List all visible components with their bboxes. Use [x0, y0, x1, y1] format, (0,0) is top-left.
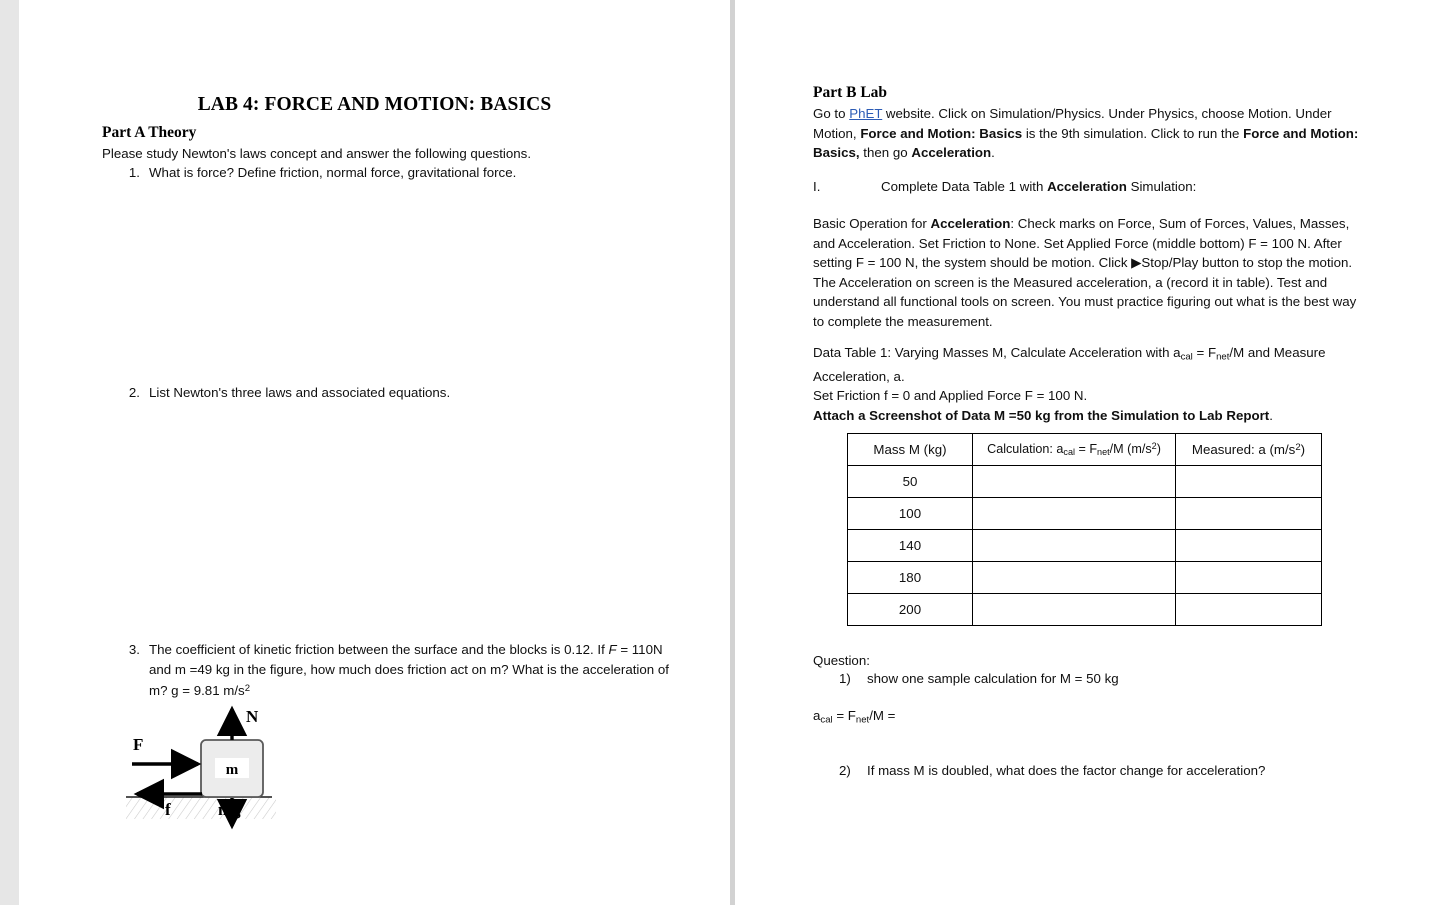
- calc-h-sup: 2: [1151, 441, 1157, 452]
- data-table-description: [813, 343, 1368, 425]
- cell-mass: 140: [848, 530, 973, 562]
- question-number: 1.: [128, 165, 140, 180]
- table-body: [848, 466, 1322, 626]
- dt-sub-net: net: [1216, 351, 1230, 363]
- question-number: 3.: [128, 642, 140, 657]
- meas-h-sup: 2: [1295, 441, 1301, 453]
- meas-h-2: ): [1300, 442, 1306, 457]
- cell-measured[interactable]: [1176, 466, 1322, 498]
- left-margin-shade: [0, 0, 19, 905]
- q3-force-symbol: F: [608, 642, 617, 657]
- cell-calculation[interactable]: [973, 466, 1176, 498]
- cell-calculation[interactable]: [973, 530, 1176, 562]
- basic-op-bold: Acceleration: [930, 216, 1011, 231]
- table-row: [848, 562, 1322, 594]
- basic-operation-paragraph: [813, 214, 1361, 331]
- question-number: 2.: [128, 385, 140, 400]
- free-body-diagram-svg: [122, 702, 384, 832]
- calc-h-1: Calculation: a: [987, 442, 1064, 457]
- column-header-measured: [1176, 434, 1322, 466]
- dt-desc-line-2: Set Friction f = 0 and Applied Force F = 100 N.: [813, 388, 1088, 404]
- table-row: [848, 594, 1322, 626]
- formula-sub-cal: cal: [820, 714, 833, 726]
- cell-mass: 200: [848, 594, 973, 626]
- play-icon: ▶: [1131, 255, 1142, 270]
- intro-seg-4: then go: [859, 145, 912, 160]
- basic-op-seg-2: : Check marks on Force, Sum of Forces, Values, Masses, and Acceleration. Set Friction to None. Set Applied Force (middle bottom) F = 100 N. After setting F = 100 N, the system should be motion. Click: [813, 216, 1350, 270]
- ground-texture: [126, 797, 276, 819]
- cell-measured[interactable]: [1176, 562, 1322, 594]
- block-label: m: [225, 762, 239, 778]
- roman-list-item-1: [813, 177, 1373, 197]
- calc-h-2: = F: [1075, 442, 1098, 457]
- calc-h-4: ): [1156, 442, 1161, 457]
- roman-spacer: [841, 177, 881, 197]
- meas-h-1: Measured: a (m/s: [1191, 442, 1296, 457]
- sub-question-1: [839, 669, 1339, 689]
- roman-bold: Acceleration: [1047, 179, 1127, 194]
- dt-desc-line-1: [813, 343, 1368, 386]
- question-item-2: [123, 383, 683, 403]
- cell-calculation[interactable]: [973, 498, 1176, 530]
- dt-sub-cal: cal: [1180, 351, 1193, 363]
- question-text: What is force? Define friction, normal force, gravitational force.: [149, 165, 517, 180]
- dt-seg-1: Data Table 1: Varying Masses M, Calculate Acceleration with a: [813, 345, 1181, 360]
- cell-measured[interactable]: [1176, 594, 1322, 626]
- basic-op-seg-3: Stop/Play button to stop the motion. The Acceleration on screen is the Measured acceleration, a (record it in table). Test and understand all functional tools on screen. You must practice figuring out what is the best way to complete the measurement.: [813, 255, 1357, 329]
- formula-line: [813, 706, 895, 730]
- part-b-heading: Part B Lab: [813, 84, 888, 101]
- table-row: [848, 498, 1322, 530]
- cell-calculation[interactable]: [973, 562, 1176, 594]
- cell-mass: 50: [848, 466, 973, 498]
- page-left: [19, 0, 730, 905]
- column-header-mass: Mass M (kg): [848, 434, 973, 466]
- part-a-heading: Part A Theory: [102, 124, 197, 141]
- dt-attach-bold: Attach a Screenshot of Data M =50 kg from the Simulation to Lab Report: [813, 407, 1270, 423]
- cell-measured[interactable]: [1176, 530, 1322, 562]
- roman-numeral: I.: [813, 179, 821, 194]
- calc-h-sub-net: net: [1097, 447, 1110, 458]
- formula-seg-2: = F: [832, 708, 856, 723]
- cell-calculation[interactable]: [973, 594, 1176, 626]
- intro-seg-2: website. Click on Simulation/Physics. Under Physics, choose Motion. Under Motion,: [813, 106, 1332, 141]
- question-item-3: [123, 640, 683, 701]
- formula-seg-3: /M =: [869, 708, 896, 723]
- part-a-intro: Please study Newton's laws concept and answer the following questions.: [102, 146, 532, 161]
- cell-measured[interactable]: [1176, 498, 1322, 530]
- roman-item-text: [881, 177, 1196, 197]
- free-body-diagram: [122, 702, 384, 832]
- formula-sub-net: net: [855, 714, 870, 726]
- page-title: LAB 4: FORCE AND MOTION: BASICS: [197, 94, 552, 115]
- dt-attach-tail: .: [1269, 407, 1273, 423]
- table-header-row: [848, 434, 1322, 466]
- friction-label: f: [165, 800, 171, 819]
- intro-seg-5: .: [991, 145, 995, 160]
- table-row: [848, 530, 1322, 562]
- data-table: [847, 433, 1322, 626]
- normal-force-label: N: [246, 707, 259, 726]
- question-text: List Newton's three laws and associated equations.: [149, 385, 451, 400]
- intro-bold-3: Acceleration: [911, 145, 992, 160]
- sub-question-text: show one sample calculation for M = 50 kg: [867, 671, 1119, 686]
- formula-seg-1: a: [813, 708, 821, 723]
- intro-bold-1: Force and Motion: Basics: [860, 125, 1023, 141]
- dt-seg-2: = F: [1192, 345, 1217, 360]
- sub-question-number: 2): [839, 763, 851, 778]
- question-text: [149, 640, 683, 701]
- applied-force-label: F: [133, 735, 144, 754]
- intro-seg-1: Go to: [813, 106, 850, 121]
- part-b-intro: [813, 104, 1366, 163]
- questions-label: Question:: [813, 653, 870, 668]
- cell-mass: 180: [848, 562, 973, 594]
- intro-bold-2: Force and Motion: Basics,: [813, 125, 1359, 160]
- cell-mass: 100: [848, 498, 973, 530]
- question-item-1: [123, 163, 683, 183]
- calc-h-3: /M (m/s: [1109, 442, 1152, 457]
- q3-text-b: = 110N and m =49 kg in the figure, how much does friction act on m? What is the acceleration of m? g = 9.81 m/s: [149, 642, 669, 699]
- basic-op-seg-1: Basic Operation for: [813, 216, 931, 231]
- sub-question-text: If mass M is doubled, what does the factor change for acceleration?: [867, 763, 1266, 778]
- dt-seg-3: /M and Measure Acceleration, a.: [813, 345, 1326, 384]
- calc-h-sub-cal: cal: [1063, 447, 1075, 458]
- sub-question-number: 1): [839, 671, 851, 686]
- q3-text-a: The coefficient of kinetic friction between the surface and the blocks is 0.12. If: [149, 642, 609, 657]
- q3-exponent: 2: [244, 683, 251, 694]
- dt-desc-line-3: [813, 406, 1368, 426]
- page-right: [735, 0, 1432, 905]
- phet-link[interactable]: PhET: [849, 106, 883, 121]
- sub-question-2: [839, 761, 1379, 781]
- column-header-calculation: [973, 434, 1176, 466]
- intro-seg-3: is the 9th simulation. Click to run the: [1022, 125, 1244, 141]
- roman-seg-1: Complete Data Table 1 with: [881, 179, 1048, 194]
- weight-label: mg: [218, 800, 241, 819]
- table-row: [848, 466, 1322, 498]
- roman-seg-2: Simulation:: [1126, 179, 1197, 194]
